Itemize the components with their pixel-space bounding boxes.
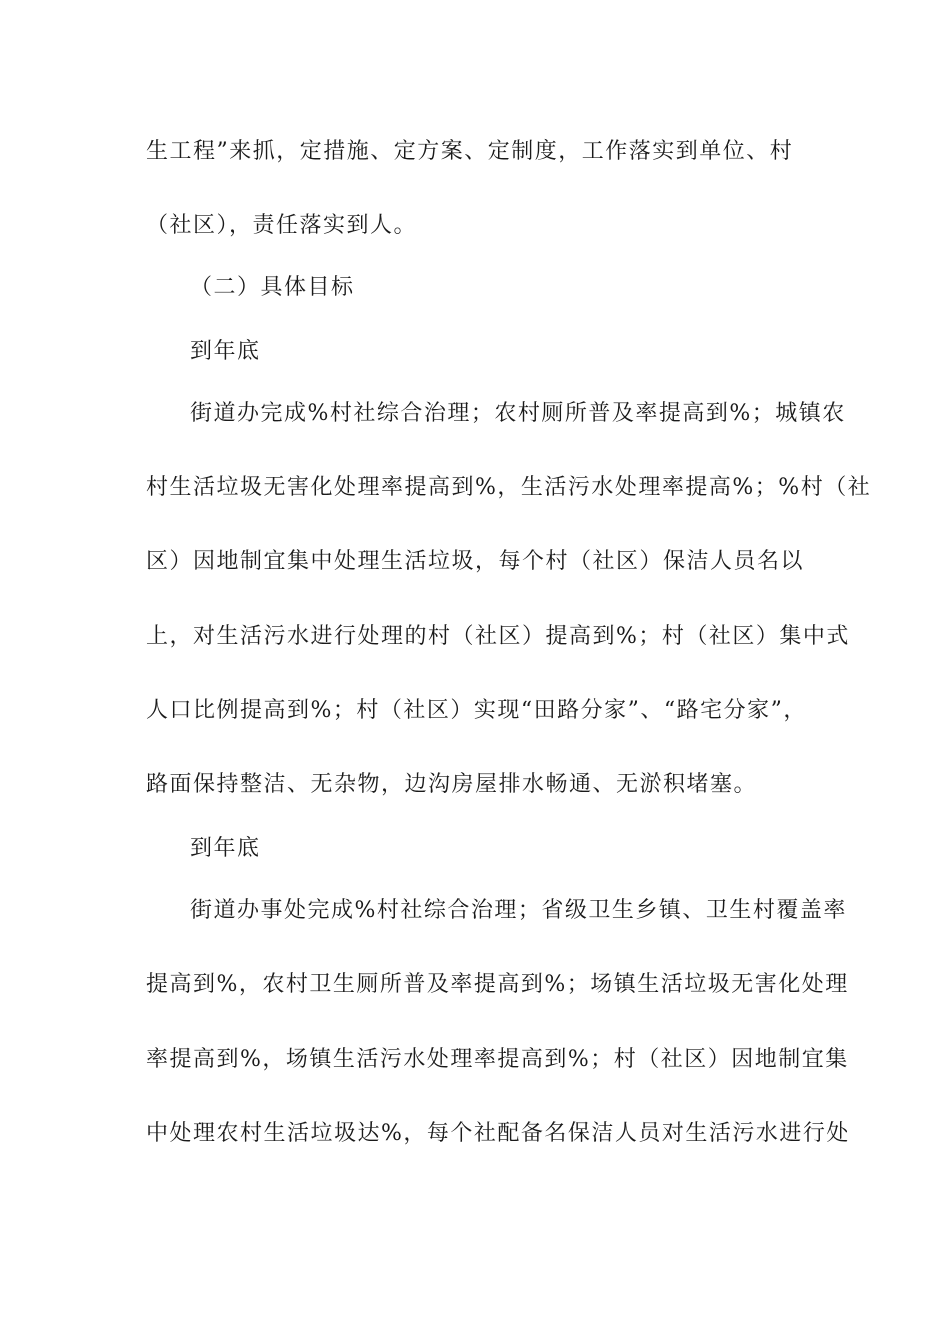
text-line: 街道办事处完成%村社综合治理；省级卫生乡镇、卫生村覆盖率 xyxy=(190,898,847,923)
text-line: 生工程”来抓，定措施、定方案、定制度，工作落实到单位、村 xyxy=(146,139,794,164)
text-line: 中处理农村生活垃圾达%，每个社配备名保洁人员对生活污水进行处 xyxy=(146,1121,850,1146)
subheading: 到年底 xyxy=(190,339,261,364)
text-line: 街道办完成%村社综合治理；农村厕所普及率提高到%；城镇农 xyxy=(190,401,846,426)
subheading: 到年底 xyxy=(190,836,261,861)
text-line: 提高到%，农村卫生厕所普及率提高到%；场镇生活垃圾无害化处理 xyxy=(146,972,849,997)
text-line: 上，对生活污水进行处理的村（社区）提高到%；村（社区）集中式 xyxy=(146,624,850,649)
text-line: 村生活垃圾无害化处理率提高到%，生活污水处理率提高%；%村（社 xyxy=(146,475,872,500)
text-line: （社区），责任落实到人。 xyxy=(146,213,418,238)
section-heading: （二）具体目标 xyxy=(190,275,355,300)
text-line: 人口比例提高到%；村（社区）实现“田路分家”、“路宅分家”， xyxy=(146,698,807,723)
text-line: 区）因地制宜集中处理生活垃圾，每个村（社区）保洁人员名以 xyxy=(146,549,805,574)
text-line: 率提高到%，场镇生活污水处理率提高到%；村（社区）因地制宜集 xyxy=(146,1047,849,1072)
text-line: 路面保持整洁、无杂物，边沟房屋排水畅通、无淤积堵塞。 xyxy=(146,772,758,797)
